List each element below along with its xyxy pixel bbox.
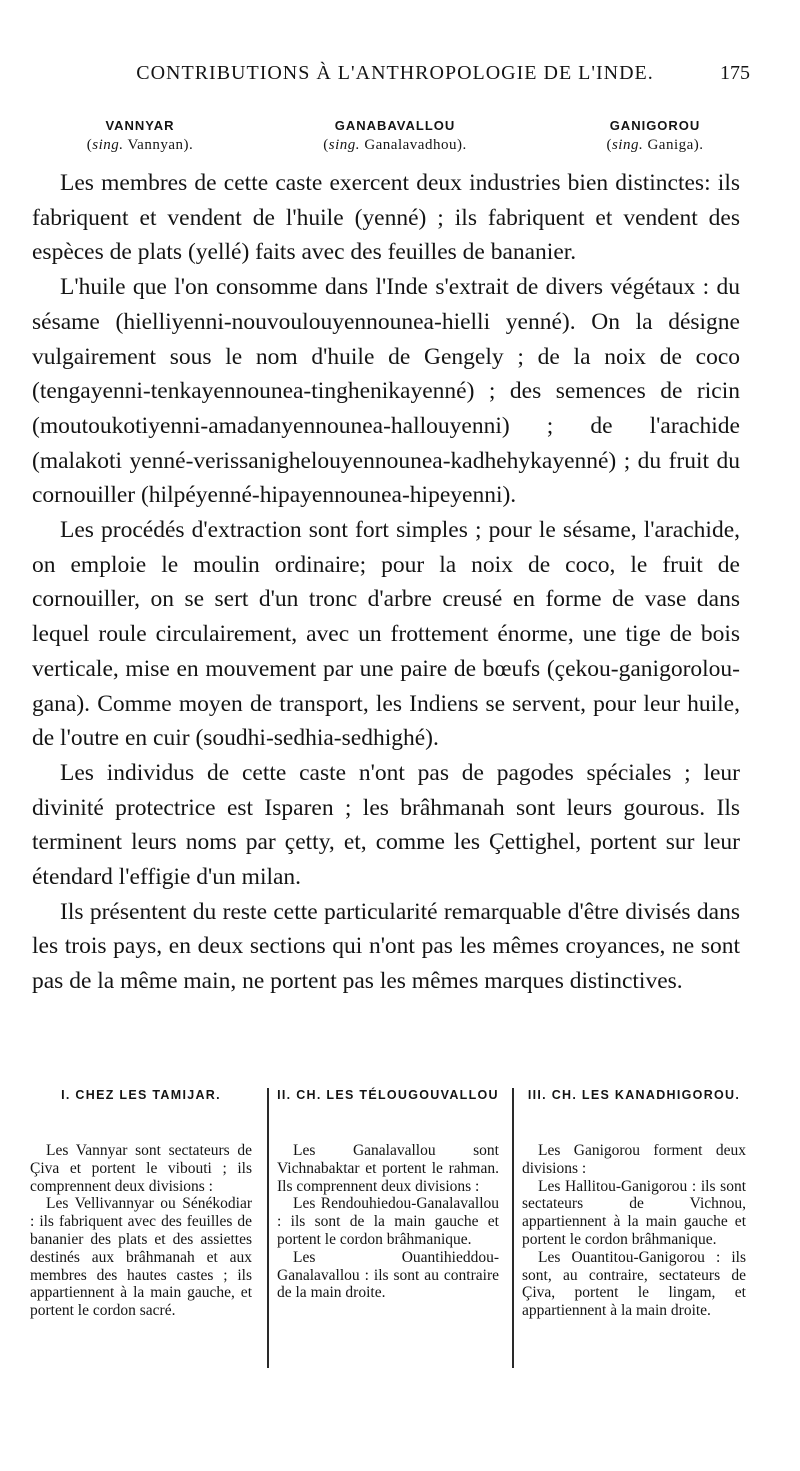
sing-label: sing. bbox=[92, 137, 124, 153]
note-body bbox=[30, 1142, 252, 1320]
note-heading: II. CH. LES TÉLOUGOUVALLOU bbox=[277, 1088, 499, 1102]
caste-names-row bbox=[30, 118, 750, 164]
column-divider bbox=[512, 1088, 514, 1368]
body-paragraph: Les procédés d'extraction sont fort simples ; pour le sésame, l'arachide, on emploie le moulin ordinaire; pour la noix de coco, le fruit de cornouiller, on se sert d'un tronc d'arbre creusé en forme de vase dans lequel roule circulairement, avec un frottement énorme, une tige de bois verticale, mise en mouvement par une paire de bœufs (çekou-ganigorolou-gana). Comme moyen de transport, les Indiens se servent, pour leur huile, de l'outre en cuir (soudhi-sedhia-sedhighé). bbox=[32, 517, 740, 752]
note-paragraph: Les Vannyar sont sectateurs de Çiva et portent le vibouti ; ils comprennent deux divisions : bbox=[30, 1142, 252, 1195]
note-paragraph: Les Ouantihieddou-Ganalavallou : ils sont au contraire de la main droite. bbox=[277, 1248, 499, 1302]
note-heading: I. CHEZ LES TAMIJAR. bbox=[61, 1088, 221, 1102]
page-number: 175 bbox=[720, 62, 750, 84]
note-column-tamijar bbox=[30, 1088, 252, 1368]
body-paragraph: L'huile que l'on consomme dans l'Inde s'extrait de divers végétaux : du sésame (hielliyenni-nouvoulouyennounea-hielli yenné). On la désigne vulgairement sous le nom d'huile de Gengely ; de la noix de coco (tengayenni-tenkayennounea-tinghenikayenné) ; des semences de ricin (moutoukotiyenni-amadanyennounea-hallouyenni) ; de l'arachide (malakoti yenné-verissanighelouyennounea-kadhehykayenné) ; du fruit du cornouiller (hilpéyenné-hipayennounea-hipeyenni). bbox=[32, 274, 740, 509]
caste-name: GANABAVALLOU bbox=[334, 118, 456, 133]
note-paragraph: Les Rendouhiedou-Ganalavallou : ils sont de la main gauche et portent le cordon brâhmanique. bbox=[277, 1195, 499, 1248]
note-paragraph: Les Ganalavallou sont Vichnabaktar et portent le rahman. Ils comprennent deux divisions : bbox=[277, 1142, 499, 1195]
caste-heading bbox=[40, 118, 240, 154]
sing-value: Ganalavadhou bbox=[364, 137, 457, 153]
running-head bbox=[40, 62, 750, 92]
running-title: CONTRIBUTIONS À L'ANTHROPOLOGIE DE L'INDE. bbox=[136, 62, 654, 84]
note-body bbox=[522, 1142, 746, 1320]
note-column-telougouvallou bbox=[277, 1088, 499, 1368]
note-column-kanadhigorou bbox=[522, 1088, 746, 1368]
notes-columns bbox=[30, 1088, 755, 1368]
body-text bbox=[32, 166, 740, 999]
sing-label: sing. bbox=[328, 137, 361, 153]
sing-label: sing. bbox=[611, 137, 644, 153]
column-divider bbox=[267, 1088, 269, 1368]
note-heading: III. CH. LES KANADHIGOROU. bbox=[527, 1088, 741, 1102]
caste-name: GANIGOROU bbox=[609, 118, 701, 133]
body-paragraph: Ils présentent du reste cette particularité remarquable d'être divisés dans les trois pays, en deux sections qui n'ont pas les mêmes croyances, ne sont pas de la même main, ne portent pas les mêmes marques distinctives. bbox=[32, 898, 740, 995]
sing-value: Ganiga bbox=[647, 137, 694, 153]
note-paragraph: Les Ouantitou-Ganigorou : ils sont, au contraire, sectateurs de Çiva, portent le lingam, et appartiennent à la main droite. bbox=[522, 1248, 746, 1320]
note-paragraph: Les Hallitou-Ganigorou : ils sont sectateurs de Vichnou, appartiennent à la main gauche et portent le cordon brâhmanique. bbox=[522, 1177, 746, 1248]
sing-value: Vannyan bbox=[127, 137, 184, 153]
body-paragraph: Les individus de cette caste n'ont pas de pagodes spéciales ; leur divinité protectrice est Isparen ; les brâhmanah sont leurs gourous. Ils terminent leurs noms par çetty, et, comme les Çettighel, portent sur leur étendard l'effigie d'un milan. bbox=[32, 759, 740, 891]
caste-name: VANNYAR bbox=[105, 118, 175, 133]
caste-singular: (sing. Vannyan). bbox=[86, 137, 194, 153]
caste-singular: (sing. Ganalavadhou). bbox=[323, 137, 467, 153]
note-body bbox=[277, 1142, 499, 1302]
note-paragraph: Les Ganigorou forment deux divisions : bbox=[522, 1142, 746, 1177]
caste-heading bbox=[280, 118, 510, 154]
caste-singular: (sing. Ganiga). bbox=[606, 137, 704, 153]
caste-heading bbox=[550, 118, 760, 154]
body-paragraph: Les membres de cette caste exercent deux industries bien distinctes: ils fabriquent et vendent de l'huile (yenné) ; ils fabriquent et vendent des espèces de plats (yellé) faits avec des feuilles de bananier. bbox=[32, 170, 740, 266]
note-paragraph: Les Vellivannyar ou Sénékodiar : ils fabriquent avec des feuilles de bananier des plats et des assiettes destinés aux brâhmanah et aux membres des hautes castes ; ils appartiennent à la main gauche, et portent le cordon sacré. bbox=[30, 1195, 252, 1320]
